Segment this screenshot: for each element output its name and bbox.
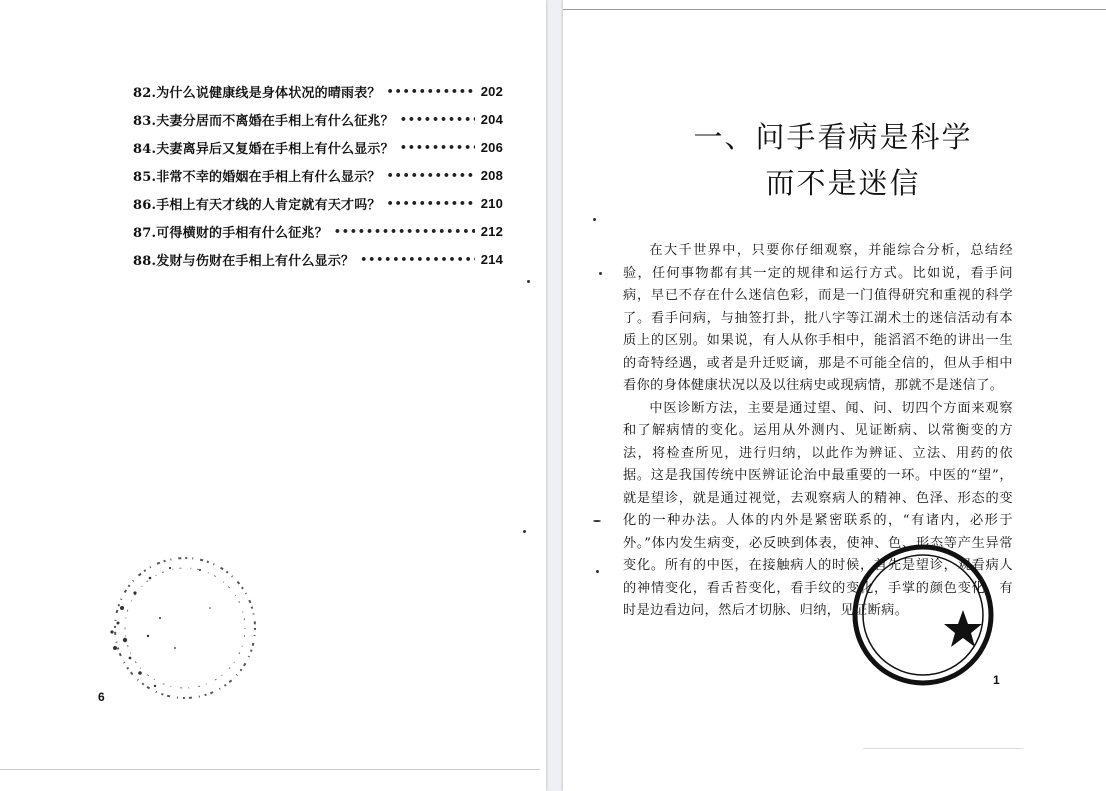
toc-entry — [133, 217, 503, 245]
toc-entry-title: 87.可得横财的手相有什么征兆？ — [133, 225, 328, 241]
toc-entry-page: 208 — [480, 167, 503, 183]
toc-entry — [133, 245, 503, 273]
toc-leader-dots — [400, 141, 475, 154]
scan-edge-line — [563, 9, 1106, 10]
chapter-title — [643, 114, 1023, 206]
toc-entry-title: 85.非常不幸的婚姻在手相上有什么显示？ — [133, 169, 381, 185]
toc-leader-dots — [387, 85, 475, 98]
scan-speck — [599, 272, 602, 275]
toc-entry-page: 212 — [480, 223, 503, 239]
toc-entry-title: 84.夫妻离异后又复婚在手相上有什么显示？ — [133, 141, 394, 157]
toc-leader-dots — [387, 197, 475, 210]
toc-entry — [133, 189, 503, 217]
paragraph: 中医诊断方法，主要是通过望、闻、问、切四个方面来观察和了解病情的变化。运用从外测内、见证断病、以常衡变的方法，将检查所见，进行归纳，以此作为辨证、立法、用药的依据。这是我国传统中医辨证论治中最重要的一环。中医的“望”，就是望诊，就是通过视觉，去观察病人的精神、色泽、形态的变化的一种办法。人体的内外是紧密联系的，“有诸内，必形于外。”体内发生病变，必反映到体表，使神、色、形态等产生异常变化。所有的中医，在接触病人的时候，首先是望诊，观看病人的神情变化，看舌苔变化，看手纹的变化，手掌的颜色变化，有时是边看边问，然后才切脉、归纳，见证断病。 — [623, 400, 1013, 618]
scan-speck — [527, 280, 530, 283]
toc-entry — [133, 133, 503, 161]
toc-leader-dots — [387, 169, 475, 182]
toc-entry-title: 86.手相上有天才线的人肯定就有天才吗？ — [133, 197, 381, 213]
toc-leader-dots — [400, 113, 475, 126]
toc-entry-title: 82.为什么说健康线是身体状况的晴雨表？ — [133, 85, 381, 101]
scan-edge-line — [0, 769, 540, 770]
toc-entry-page: 204 — [480, 111, 503, 127]
toc-entry-page: 214 — [480, 251, 503, 267]
toc-entry — [133, 161, 503, 189]
scan-speck — [596, 570, 599, 573]
toc-entry-page: 206 — [480, 139, 503, 155]
scan-speck — [593, 218, 596, 221]
page-number: 1 — [993, 673, 1000, 687]
library-seal-stamp — [848, 540, 998, 690]
scan-speck — [593, 520, 601, 522]
toc-leader-dots — [334, 225, 475, 238]
chapter-title-line1: 一、问手看病是科学 — [693, 120, 973, 155]
page-number: 6 — [98, 690, 105, 704]
left-page — [0, 0, 546, 791]
table-of-contents — [133, 77, 503, 273]
toc-entry — [133, 77, 503, 105]
toc-entry-title: 88.发财与伤财在手相上有什么显示？ — [133, 253, 355, 269]
toc-leader-dots — [360, 253, 474, 266]
toc-entry-page: 210 — [480, 195, 503, 211]
right-page — [563, 0, 1106, 791]
toc-entry-page: 202 — [480, 83, 503, 99]
scan-edge-line — [863, 748, 1023, 749]
toc-entry — [133, 105, 503, 133]
faded-library-stamp — [100, 548, 270, 708]
scan-speck — [523, 530, 526, 533]
paragraph: 在大千世界中，只要你仔细观察，并能综合分析，总结经验，任何事物都有其一定的规律和运行方式。比如说，看手问病，早已不存在什么迷信色彩，而是一门值得研究和重视的科学了。看手问病，与抽签打卦，批八字等江湖术士的迷信活动有本质上的区别。如果说，有人从你手相中，能滔滔不绝的讲出一生的奇特经遇，或者是升迁贬谪，那是不可能全信的，但从手相中看你的身体健康状况以及以往病史或现病情，那就不是迷信了。 — [623, 243, 1013, 393]
chapter-title-line2: 而不是迷信 — [765, 166, 921, 201]
toc-entry-title: 83.夫妻分居而不离婚在手相上有什么征兆？ — [133, 113, 394, 129]
